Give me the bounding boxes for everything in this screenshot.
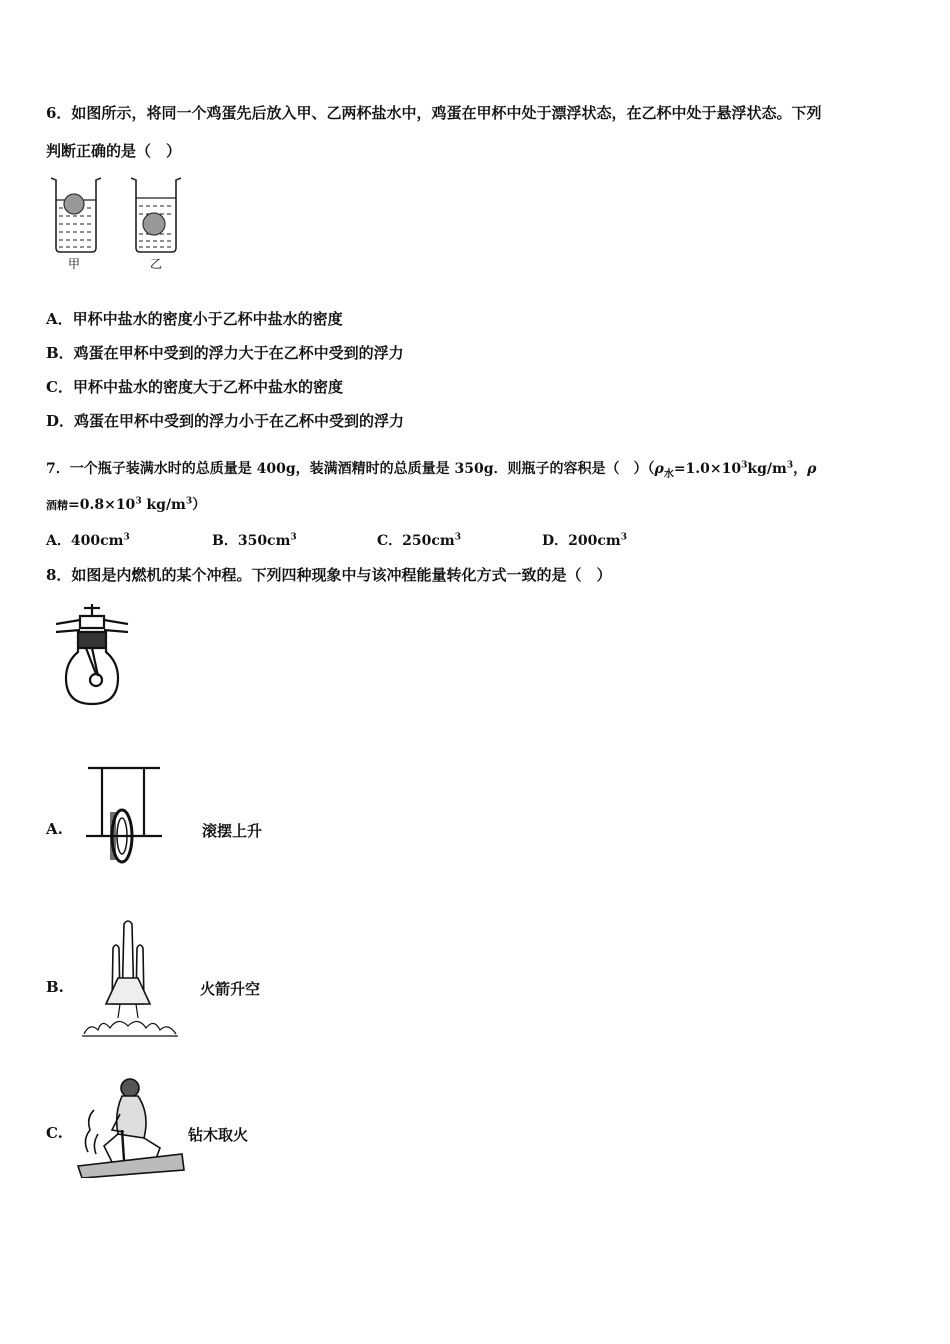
beaker-jia	[51, 178, 101, 252]
q7-option-d	[542, 530, 627, 550]
q8-stem: 8．如图是内燃机的某个冲程。下列四种现象中与该冲程能量转化方式一致的是（ ）	[46, 566, 612, 584]
q6-stem-line1: 6．如图所示，将同一个鸡蛋先后放入甲、乙两杯盐水中，鸡蛋在甲杯中处于漂浮状态，在乙杯中处于悬浮状态。下列	[46, 104, 822, 122]
engine-stroke-figure	[52, 602, 132, 710]
q8-option-b-caption: 火箭升空	[200, 980, 261, 998]
q8-option-c-letter: C.	[46, 1124, 63, 1142]
q6-option-d: D．鸡蛋在甲杯中受到的浮力小于在乙杯中受到的浮力	[46, 412, 405, 430]
water-density-value: =1.0×10	[673, 461, 742, 477]
option-label: D．200cm	[542, 533, 621, 549]
option-label: B．350cm	[212, 533, 291, 549]
label-yi: 乙	[150, 257, 163, 271]
exponent: 3	[741, 460, 748, 471]
q7-option-b	[212, 530, 297, 550]
q6-option-a: A．甲杯中盐水的密度小于乙杯中盐水的密度	[46, 310, 343, 328]
q6-option-b: B．鸡蛋在甲杯中受到的浮力大于在乙杯中受到的浮力	[46, 344, 404, 362]
q6-stem-line2: 判断正确的是（ ）	[46, 142, 182, 160]
water-subscript: 水	[663, 468, 674, 480]
rocket-figure	[80, 918, 180, 1042]
q8-option-a-letter: A.	[46, 820, 63, 838]
q7-stem-text: 7．一个瓶子装满水时的总质量是 400g，装满酒精时的总质量是 350g．则瓶子的容积是（ ）（	[46, 461, 655, 477]
density-unit: kg/m	[141, 497, 186, 513]
q8-option-c-caption: 钻木取火	[188, 1126, 249, 1144]
label-jia: 甲	[68, 257, 81, 271]
exponent: 3	[620, 532, 627, 543]
exponent: 3	[123, 532, 130, 543]
exponent: 3	[454, 532, 461, 543]
q8-option-b-letter: B.	[46, 978, 64, 996]
maxwell-wheel-figure	[84, 764, 164, 868]
exponent: 3	[185, 496, 193, 507]
q7-option-c	[377, 530, 461, 550]
drill-fire-figure	[74, 1074, 186, 1178]
beakers-figure	[46, 172, 186, 272]
q8-option-a-caption: 滚摆上升	[202, 822, 263, 840]
q7-option-a	[46, 530, 130, 550]
alcohol-density-value: =0.8×10	[68, 497, 136, 513]
alcohol-subscript: 酒精	[46, 499, 68, 512]
option-label: C．250cm	[377, 533, 455, 549]
q7-stem-line2	[46, 494, 206, 514]
exponent: 3	[135, 496, 142, 507]
q6-option-c: C．甲杯中盐水的密度大于乙杯中盐水的密度	[46, 378, 343, 396]
exponent: 3	[290, 532, 297, 543]
option-label: A．400cm	[46, 533, 124, 549]
rho-symbol: ρ	[654, 461, 664, 477]
egg-jia	[64, 194, 84, 214]
close-paren: ）	[192, 497, 207, 513]
comma: ，	[793, 461, 808, 477]
density-unit: kg/m	[747, 461, 787, 477]
rho-symbol: ρ	[807, 461, 817, 477]
exponent: 3	[786, 460, 794, 471]
q7-stem-line1	[46, 458, 816, 478]
egg-yi	[143, 213, 165, 235]
